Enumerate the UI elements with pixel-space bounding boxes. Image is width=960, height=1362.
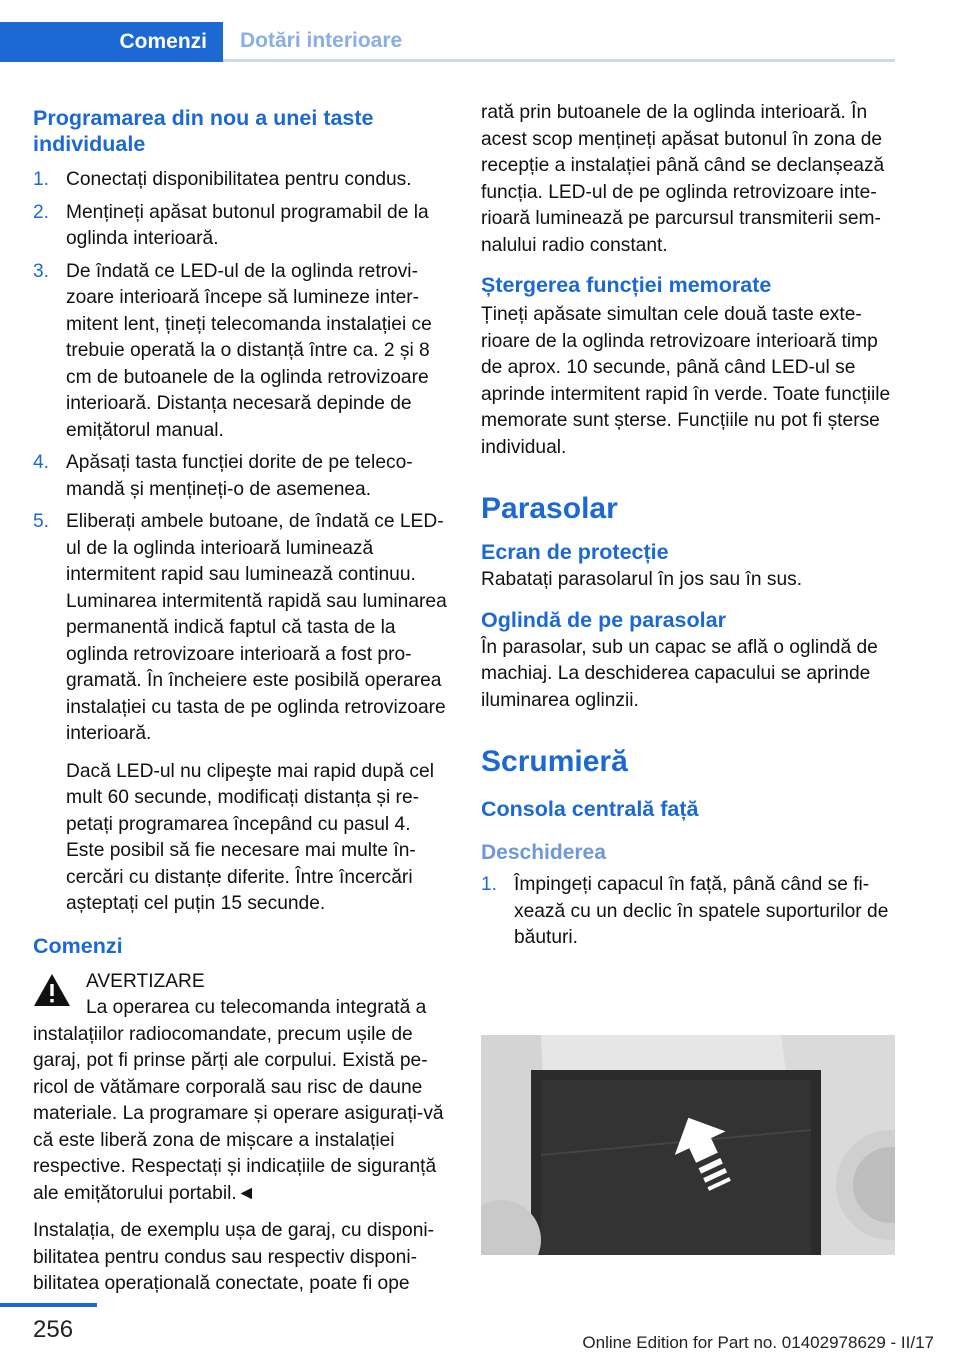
heading-delete-function: Ștergerea funcției memorate [481, 273, 772, 297]
step-text: Conectați disponibilitatea pentru condus. [66, 169, 412, 190]
warning-block [33, 969, 447, 1208]
step-text: Apăsați tasta funcției dorite de pe telecomandă și mențineți-o de asemenea. [66, 452, 413, 500]
list-item [33, 259, 447, 445]
list-item [33, 509, 447, 918]
paragraph-protection-screen: Rabatați parasolarul în jos sau în sus. [481, 569, 803, 590]
opening-steps [481, 872, 896, 952]
paragraph-continued: rată prin butoanele de la oglinda interioară. În acest scop mențineți apăsat butonul în zona de recepție a instalației până când se declanșează funcția. LED-ul de pe oglinda retrovizoare interioară luminează pe parcursul transmiterii semnalului radio constant. [481, 102, 885, 256]
step-number: 5. [33, 511, 50, 532]
heading-protection-screen: Ecran de protecție [481, 540, 669, 564]
footer-accent-line [0, 1303, 97, 1307]
heading-opening: Deschiderea [481, 841, 606, 864]
heading-ashtray: Scrumieră [481, 745, 628, 778]
heading-vanity-mirror: Oglindă de pe parasolar [481, 607, 726, 632]
warning-triangle-icon [33, 973, 71, 1007]
reprogramming-steps [33, 167, 447, 918]
paragraph-vanity-mirror: În parasolar, sub un capac se află o oglindă de machiaj. La deschiderea capacului se aprinde iluminarea oglinzii. [481, 636, 878, 711]
list-item [33, 200, 447, 253]
step-number: 3. [33, 260, 50, 282]
list-item [33, 450, 447, 503]
list-item [33, 167, 447, 194]
step-number: 4. [33, 452, 50, 473]
edition-info: Online Edition for Part no. 01402978629 - II/17 [582, 1333, 934, 1352]
warning-text: La operarea cu telecomanda integrată a instalațiilor radiocomandate, precum ușile de garaj, pot fi prinse părți ale corpului. Există pericol de vătămare corporală sau risc de daune materiale. La programare și operare asigurați-vă că este liberă zona de mișcare a instalației respective. Respectați și indicațiile de siguranță ale emițătorului portabil.◄ [33, 997, 444, 1204]
paragraph-delete: Țineți apăsate simultan cele două taste exterioare de la oglinda retrovizoare interioară timp de aprox. 10 secunde, până când LED-ul se aprinde intermitent rapid în verde. Toate funcțiile memorate sunt șterse. Funcțiile nu pot fi șterse individual. [481, 304, 891, 458]
tab-comenzi[interactable]: Comenzi [0, 22, 223, 62]
step-number: 1. [33, 169, 50, 190]
tab-dotari-interioare[interactable]: Dotări interioare [223, 22, 895, 62]
paragraph-installation: Instalația, de exemplu ușa de garaj, cu disponibilitatea pentru condus sau respectiv disponibilitatea operațională conectate, poate fi ope [33, 1220, 435, 1294]
heading-comenzi: Comenzi [33, 933, 123, 958]
warning-title: AVERTIZARE [86, 970, 205, 992]
heading-reprogramming: Programarea din nou a unei taste individuale [33, 106, 374, 156]
page-number: 256 [33, 1316, 74, 1343]
left-column [33, 100, 447, 1298]
step-text: De îndată ce LED-ul de la oglinda retrovizoare interioară începe să lumineze intermitent lent, țineți telecomanda instalației ce trebuie operată la o distanță între ca. 2 și 8 cm de butoanele de la oglinda retrovizoare interioară. Distanța necesară depinde de emițătorul manual. [66, 260, 432, 441]
step-number: 2. [33, 201, 50, 223]
step-text: Mențineți apăsat butonul programabil de la oglinda interioară. [66, 201, 429, 249]
heading-parasolar: Parasolar [481, 492, 618, 525]
list-item [481, 872, 896, 952]
header-tabs [0, 22, 895, 62]
step-number: 1. [481, 874, 498, 895]
step-text: Eliberați ambele butoane, de îndată ce LED-ul de la oglinda interioară luminează intermitent rapid sau luminează continuu. Luminarea intermitentă rapidă sau luminarea permanentă indică faptul că tasta de la oglinda retrovizoare interioară a fost programată. În încheiere este posibilă operarea instalației cu tasta de pe oglinda retrovizoare interioară. [66, 511, 447, 744]
center-console-illustration [481, 1035, 895, 1255]
heading-center-console: Consola centrală față [481, 797, 699, 821]
right-column [481, 100, 896, 952]
step-note: Dacă LED-ul nu clipeşte mai rapid după cel mult 60 secunde, modificați distanța și repetați programarea începând cu pasul 4. Este posibil să fie necesare mai multe încercări cu distanțe diferite. Între încercări așteptați cel puțin 15 secunde. [66, 760, 434, 914]
step-text: Împingeți capacul în față, până când se fixează cu un declic în spatele suporturilor de băuturi. [514, 874, 889, 948]
